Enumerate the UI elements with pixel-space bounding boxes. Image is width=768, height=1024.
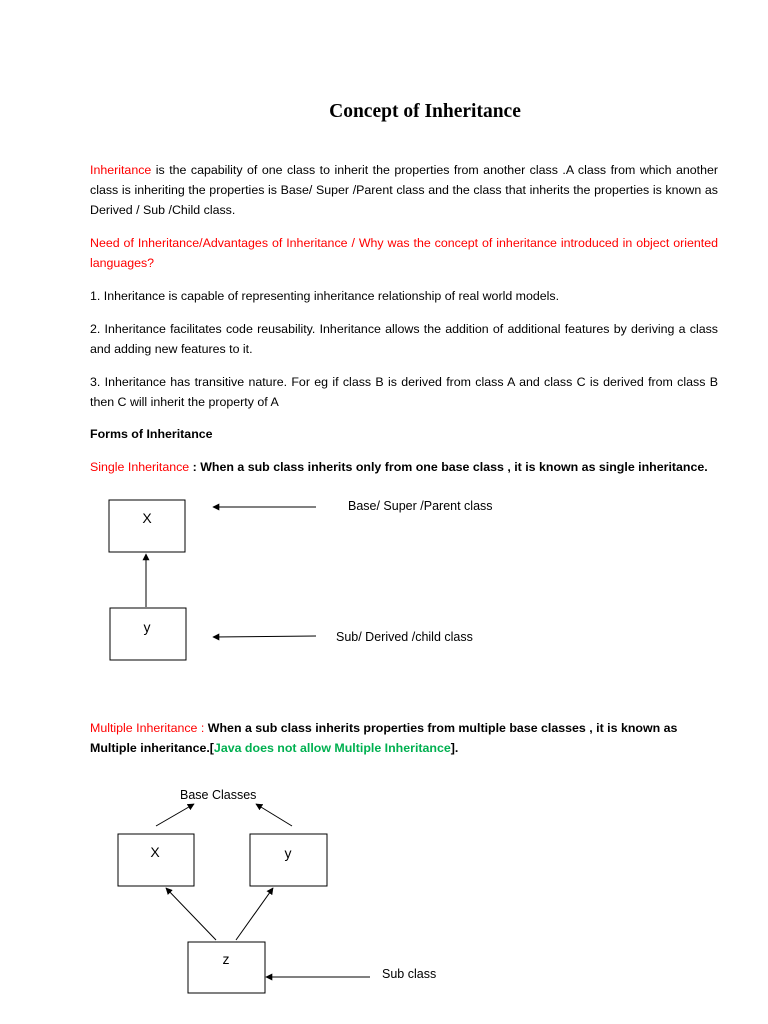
page-title: Concept of Inheritance	[329, 101, 521, 122]
multiple-inheritance-definition	[90, 718, 718, 758]
sub-pointer-arrow	[213, 636, 316, 637]
intro-term: Inheritance	[90, 163, 152, 177]
base-right-arrow	[256, 804, 292, 826]
point-2: 2. Inheritance facilitates code reusability. Inheritance allows the addition of additional features by deriving a class and adding new features to it.	[90, 322, 718, 356]
multi-box-z	[188, 942, 265, 993]
multiple-definition-text: When a sub class inherits properties from multiple base classes , it is known as Multiple inheritance.[	[90, 721, 678, 755]
single-box-x	[109, 500, 185, 552]
intro-text: is the capability of one class to inherit the properties from another class .A class from which another class is inheriting the properties is Base/ Super /Parent class and the class that inherits the properties is known as Derived / Sub /Child class.	[90, 163, 718, 217]
forms-heading: Forms of Inheritance	[90, 427, 213, 441]
multi-right-arrow	[236, 888, 273, 940]
single-definition-text: When a sub class inherits only from one base class , it is known as single inheritance.	[200, 460, 708, 474]
multiple-inheritance-term: Multiple Inheritance :	[90, 721, 205, 735]
single-sep: :	[189, 460, 201, 474]
multi-box-y-label: y	[284, 845, 292, 861]
single-box-x-label: X	[142, 510, 152, 526]
multi-sub-class-label: Sub class	[382, 967, 437, 981]
sub-class-label: Sub/ Derived /child class	[336, 630, 473, 644]
multiple-close: ].	[450, 741, 459, 755]
multi-box-x	[118, 834, 194, 886]
base-class-label: Base/ Super /Parent class	[348, 499, 493, 513]
single-inheritance-term: Single Inheritance	[90, 460, 190, 474]
multi-box-x-label: X	[150, 844, 160, 860]
point-1: 1. Inheritance is capable of representing inheritance relationship of real world models.	[90, 289, 560, 303]
base-left-arrow	[156, 804, 194, 826]
multi-box-z-label: z	[222, 951, 230, 967]
multi-left-arrow	[166, 888, 216, 940]
point-3: 3. Inheritance has transitive nature. For eg if class B is derived from class A and class C is derived from class B then C will inherit the property of A	[90, 375, 718, 409]
base-classes-label: Base Classes	[180, 788, 257, 802]
need-heading: Need of Inheritance/Advantages of Inheritance / Why was the concept of inheritance introduced in object oriented languages?	[90, 236, 718, 270]
single-box-y-label: y	[143, 619, 151, 635]
java-note: Java does not allow Multiple Inheritance	[213, 741, 451, 755]
